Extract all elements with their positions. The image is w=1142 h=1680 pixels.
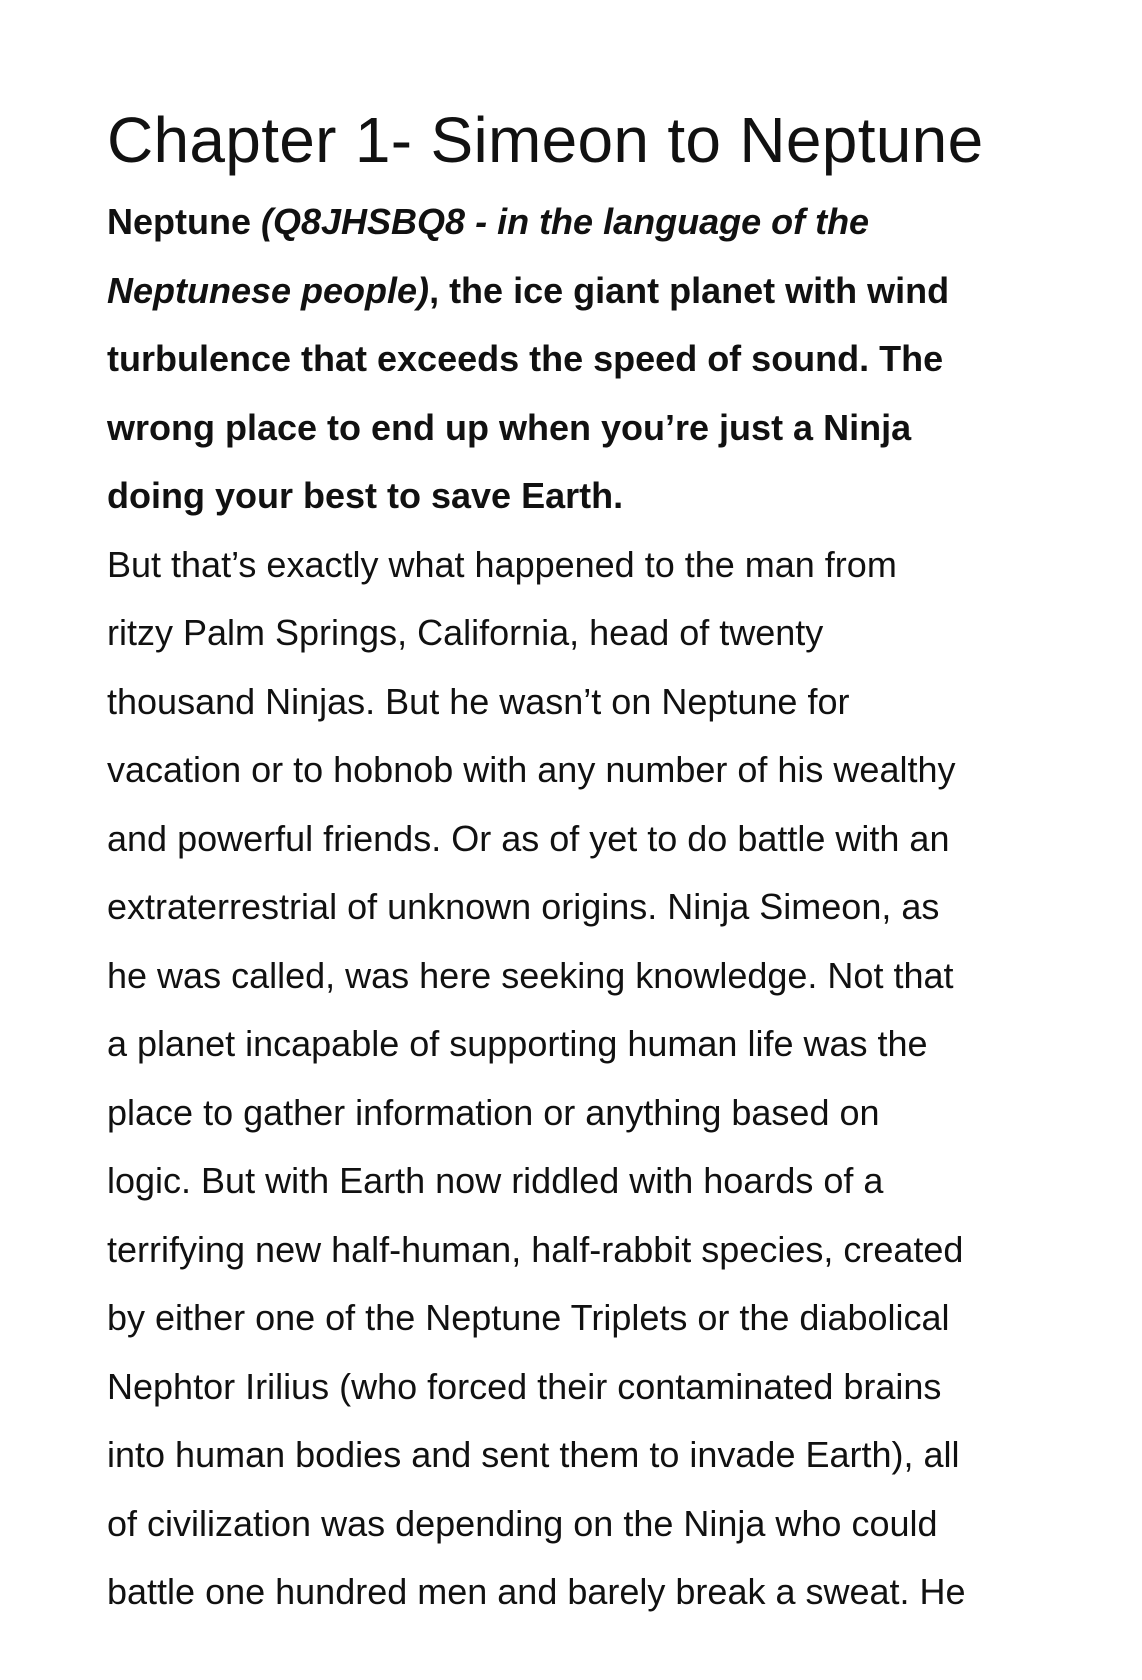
- body-line: battle one hundred men and barely break a sweat. He: [107, 1571, 966, 1612]
- lead-italic-text: (Q8JHSBQ8 - in the language of the: [261, 201, 870, 242]
- document-page: [107, 92, 1077, 1627]
- lead-text: turbulence that exceeds the speed of sound. The: [107, 338, 944, 379]
- lead-line: [107, 462, 1077, 531]
- body-line: a planet incapable of supporting human life was the: [107, 1023, 928, 1064]
- body-line: vacation or to hobnob with any number of his wealthy: [107, 749, 956, 790]
- lead-line: [107, 325, 1077, 394]
- body-line: extraterrestrial of unknown origins. Ninja Simeon, as: [107, 886, 940, 927]
- lead-italic-text: Neptunese people): [107, 269, 430, 311]
- body-line: into human bodies and sent them to invade Earth), all: [107, 1434, 960, 1475]
- chapter-title: Chapter 1- Simeon to Neptune: [107, 104, 984, 176]
- body-line: he was called, was here seeking knowledge. Not that: [107, 954, 954, 996]
- lead-text: wrong place to end up when you’re just a Ninja: [107, 406, 912, 448]
- lead-line: [107, 257, 1077, 326]
- body-line: terrifying new half-human, half-rabbit species, created: [107, 1228, 964, 1270]
- lead-line: [107, 394, 1077, 463]
- lead-text: , the ice giant planet with wind: [429, 269, 950, 311]
- lead-text: Neptune: [107, 201, 262, 242]
- body-line: place to gather information or anything based on: [107, 1091, 880, 1133]
- body-line: ritzy Palm Springs, California, head of twenty: [107, 612, 824, 653]
- lead-text: doing your best to save Earth.: [107, 475, 624, 516]
- body-line: of civilization was depending on the Ninja who could: [107, 1502, 938, 1544]
- body-line: But that’s exactly what happened to the man from: [107, 543, 897, 585]
- body-line: logic. But with Earth now riddled with hoards of a: [107, 1160, 884, 1201]
- body-line: thousand Ninjas. But he wasn’t on Neptune for: [107, 680, 850, 722]
- body-paragraph: [107, 531, 1077, 1627]
- body-line: Nephtor Irilius (who forced their contaminated brains: [107, 1365, 942, 1407]
- lead-line: [107, 188, 1077, 257]
- body-line: by either one of the Neptune Triplets or the diabolical: [107, 1297, 950, 1338]
- lead-paragraph: [107, 188, 1077, 531]
- body-line: and powerful friends. Or as of yet to do battle with an: [107, 817, 950, 859]
